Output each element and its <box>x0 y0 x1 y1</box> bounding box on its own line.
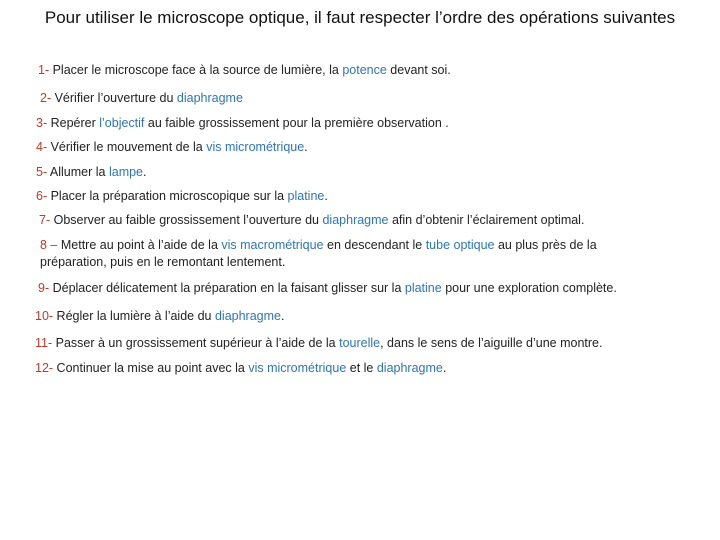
step-text: afin d’obtenir l’éclairement optimal. <box>388 213 585 227</box>
step-text: Mettre au point à l’aide de la <box>57 238 222 252</box>
step-6 <box>36 188 328 205</box>
step-number: 11- <box>35 336 53 350</box>
step-text: . <box>304 140 308 154</box>
step-text: Régler la lumière à l’aide du <box>53 309 215 323</box>
step-text: Vérifier l’ouverture du <box>51 91 177 105</box>
step-number: 9- <box>38 281 50 295</box>
step-number: 7- <box>39 213 51 227</box>
step-text: et le <box>346 361 377 375</box>
step-text: . <box>280 309 285 323</box>
step-text: au plus près de la préparation, puis en le remontant lentement. <box>40 238 597 269</box>
step-number: 5- <box>36 165 48 179</box>
step-2 <box>40 90 243 107</box>
step-text: Déplacer délicatement la préparation en la faisant glisser sur la <box>49 281 405 295</box>
step-text: Placer la préparation microscopique sur la <box>47 189 288 203</box>
step-text: . <box>324 189 328 203</box>
step-keyword: platine <box>404 281 442 295</box>
step-keyword: vis micrométrique <box>206 140 305 154</box>
step-number: 3- <box>36 116 48 130</box>
step-keyword: l’objectif <box>99 116 145 130</box>
step-text: . <box>442 361 447 375</box>
step-number: 1- <box>38 63 50 77</box>
step-12 <box>35 360 446 377</box>
step-10 <box>35 308 284 325</box>
step-number: 8 – <box>40 238 58 252</box>
step-number: 6- <box>36 189 48 203</box>
step-text: Observer au faible grossissement l’ouverture du <box>50 213 323 227</box>
step-text: devant soi. <box>386 63 451 77</box>
step-8 <box>40 237 640 271</box>
step-number: 4- <box>36 140 48 154</box>
step-text: pour une exploration complète. <box>441 281 617 295</box>
step-text: au faible grossissement pour la première observation . <box>144 116 449 130</box>
step-text: Passer à un grossissement supérieur à l’aide de la <box>52 336 340 350</box>
step-text: Vérifier le mouvement de la <box>47 140 207 154</box>
step-keyword: vis micrométrique <box>248 361 347 375</box>
step-keyword: diaphragme <box>376 361 443 375</box>
step-text: Repérer <box>47 116 100 130</box>
step-text: Placer le microscope face à la source de lumière, la <box>49 63 343 77</box>
step-text: Allumer la <box>47 165 109 179</box>
step-keyword: lampe <box>108 165 144 179</box>
page-title: Pour utiliser le microscope optique, il faut respecter l’ordre des opérations suivantes <box>44 8 676 27</box>
step-keyword: potence <box>342 63 387 77</box>
step-keyword: diaphragme <box>214 309 281 323</box>
step-number: 10- <box>35 309 54 323</box>
step-number: 2- <box>40 91 52 105</box>
step-keyword: vis macrométrique <box>221 238 324 252</box>
step-3 <box>36 115 449 132</box>
step-11 <box>35 335 602 352</box>
step-keyword: tube optique <box>425 238 495 252</box>
step-keyword: diaphragme <box>176 91 243 105</box>
step-4 <box>36 139 308 156</box>
step-5 <box>36 164 147 181</box>
step-text: en descendant le <box>323 238 426 252</box>
step-9 <box>38 280 617 297</box>
step-text: , dans le sens de l’aiguille d’une montre. <box>380 336 603 350</box>
step-text: . <box>143 165 147 179</box>
step-1 <box>38 62 451 79</box>
step-7 <box>39 212 584 229</box>
step-keyword: platine <box>287 189 325 203</box>
step-number: 12- <box>35 361 54 375</box>
step-text: Continuer la mise au point avec la <box>53 361 249 375</box>
step-keyword: diaphragme <box>322 213 389 227</box>
step-keyword: tourelle <box>339 336 381 350</box>
